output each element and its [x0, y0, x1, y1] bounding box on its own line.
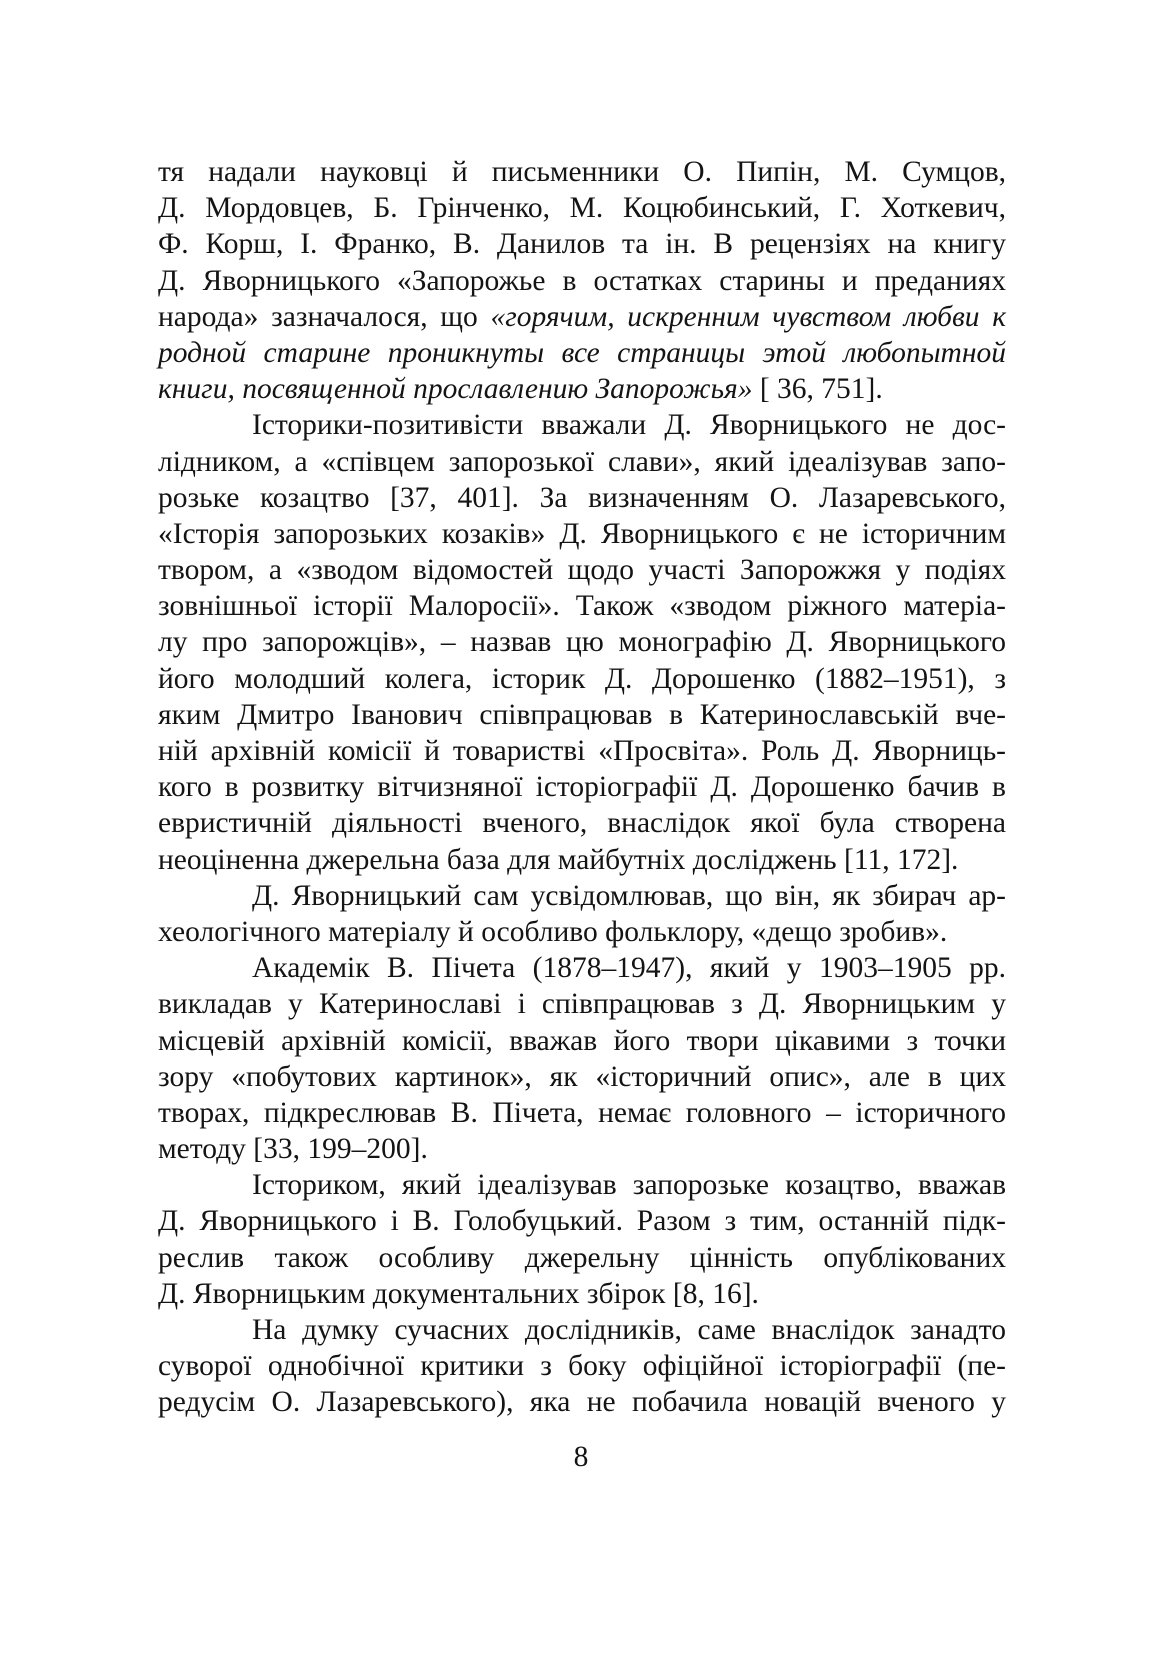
text-line	[158, 1203, 1006, 1239]
text-line	[158, 190, 1006, 226]
text-run: Академік В. Пічета (1878–1947), який у 1903–1905 рр.	[252, 952, 1006, 985]
page-number: 8	[573, 1441, 589, 1473]
text-run: реслив також особливу джерельну цінність опублікованих	[158, 1241, 1006, 1274]
text-line	[158, 371, 1006, 407]
text-line	[158, 226, 1006, 262]
paragraph	[158, 1167, 1006, 1312]
text-line	[158, 516, 1006, 552]
text-run: лідником, а «співцем запорозької слави», який ідеалізував запо-	[158, 445, 1006, 478]
text-run: тя надали науковці й письменники О. Пипін, М. Сумцов,	[158, 156, 1006, 188]
text-run: викладав у Катеринославі і співпрацював з Д. Яворницьким у	[158, 988, 1006, 1021]
text-line	[158, 661, 1006, 697]
text-line	[158, 1023, 1006, 1059]
text-run: «Історія запорозьких козаків» Д. Яворницького є не історичним	[158, 517, 1006, 550]
page-body	[158, 154, 1006, 1421]
text-run: неоціненна джерельна база для майбутніх досліджень [11, 172].	[158, 843, 959, 876]
text-line	[158, 1095, 1006, 1131]
text-run: його молодший колега, історик Д. Дорошенко (1882–1951), з	[158, 662, 1006, 695]
text-run: зовнішньої історії Малоросії». Також «зводом ріжного матеріа-	[158, 590, 1006, 623]
text-run: народа» зазначалося, що	[158, 300, 491, 333]
text-run: Ф. Корш, І. Франко, В. Данилов та ін. В рецензіях на книгу	[158, 228, 1006, 261]
text-run: Д. Яворницьким документальних збірок [8, 16].	[158, 1277, 759, 1310]
text-line	[158, 1384, 1006, 1420]
paragraph	[158, 878, 1006, 950]
text-run: [ 36, 751].	[752, 373, 883, 406]
text-line	[158, 1276, 1006, 1312]
paragraph	[158, 154, 1006, 407]
paragraph	[158, 950, 1006, 1167]
text-line	[158, 842, 1006, 878]
text-line	[158, 552, 1006, 588]
text-line	[158, 299, 1006, 335]
text-run: Істориком, який ідеалізував запорозьке козацтво, вважав	[252, 1169, 1006, 1202]
italic-quote-text: книги, посвященной прославлению Запорожья»	[158, 373, 753, 406]
text-line	[158, 697, 1006, 733]
italic-quote-text: родной старине проникнуты все страницы этой любопытной	[158, 336, 1006, 369]
text-run: розьке козацтво [37, 401]. За визначенням О. Лазаревського,	[158, 481, 1006, 514]
text-run: яким Дмитро Іванович співпрацював в Катеринославській вче-	[158, 698, 1006, 731]
text-run: місцевій архівній комісії, вважав його твори цікавими з точки	[158, 1024, 1006, 1057]
text-line	[158, 480, 1006, 516]
text-run: зору «побутових картинок», як «історичний опис», але в цих	[158, 1060, 1006, 1093]
italic-quote-text: «горячим, искренним чувством любви к	[490, 300, 1006, 333]
text-line	[158, 1348, 1006, 1384]
text-run: Д. Яворницький сам усвідомлював, що він, як збирач ар-	[252, 879, 1006, 912]
paragraph	[158, 1312, 1006, 1421]
paragraph	[158, 407, 1006, 877]
text-line	[158, 588, 1006, 624]
text-run: твором, а «зводом відомостей щодо участі Запорожжя у подіях	[158, 554, 1006, 587]
text-line	[158, 407, 1006, 443]
text-run: хеологічного матеріалу й особливо фольклору, «дещо зробив».	[158, 915, 948, 948]
text-run: На думку сучасних дослідників, саме внаслідок занадто	[252, 1314, 1006, 1346]
text-line	[158, 805, 1006, 841]
text-run: кого в розвитку вітчизняної історіографії Д. Дорошенко бачив в	[158, 771, 1006, 804]
text-run: методу [33, 199–200].	[158, 1133, 428, 1166]
text-line	[158, 154, 1006, 190]
text-line	[158, 1167, 1006, 1203]
text-run: лу про запорожців», – назвав цю монографію Д. Яворницького	[158, 626, 1006, 659]
text-line	[158, 624, 1006, 660]
text-run: евристичній діяльності вченого, внаслідок якої була створена	[158, 807, 1006, 840]
text-run: Д. Яворницького і В. Голобуцький. Разом з тим, останній підк-	[158, 1205, 1006, 1238]
text-line	[158, 986, 1006, 1022]
text-run: редусім О. Лазаревського), яка не побачила новацій вченого у	[158, 1386, 1006, 1419]
text-run: ній архівній комісії й товаристві «Просвіта». Роль Д. Яворниць-	[158, 735, 1006, 767]
text-line	[158, 1059, 1006, 1095]
text-line	[158, 950, 1006, 986]
text-line	[158, 878, 1006, 914]
text-line	[158, 444, 1006, 480]
text-run: Д. Мордовцев, Б. Грінченко, М. Коцюбинський, Г. Хоткевич,	[158, 192, 1006, 225]
text-line	[158, 1240, 1006, 1276]
text-line	[158, 1312, 1006, 1348]
text-line	[158, 914, 1006, 950]
text-line	[158, 335, 1006, 371]
text-line	[158, 1131, 1006, 1167]
text-run: Історики-позитивісти вважали Д. Яворницького не дос-	[252, 409, 1006, 442]
text-run: творах, підкреслював В. Пічета, немає головного – історичного	[158, 1096, 1006, 1129]
text-run: Д. Яворницького «Запорожье в остатках старины и преданиях	[158, 264, 1006, 297]
text-line	[158, 263, 1006, 299]
text-run: суворої однобічної критики з боку офіційної історіографії (пе-	[158, 1350, 1006, 1383]
text-line	[158, 769, 1006, 805]
text-line	[158, 733, 1006, 769]
